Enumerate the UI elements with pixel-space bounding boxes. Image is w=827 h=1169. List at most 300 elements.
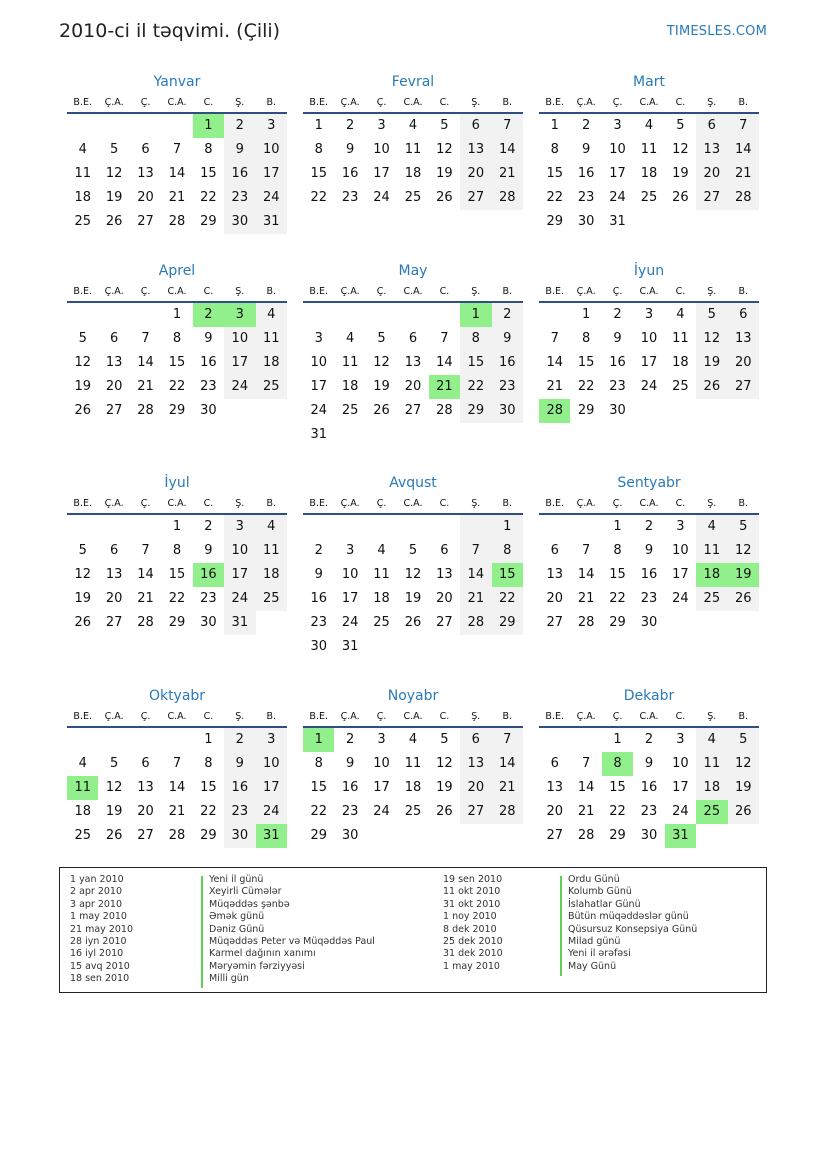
month-name: Dekabr: [623, 688, 675, 704]
day-cell: 19: [373, 379, 390, 394]
day-cell: 12: [404, 567, 422, 582]
day-cell: 7: [440, 331, 449, 346]
legend-name: Yeni il ərəfəsi: [568, 948, 631, 960]
day-cell: 12: [105, 780, 123, 795]
day-cell: 28: [577, 615, 595, 630]
day-cell: 9: [644, 756, 654, 771]
day-cell: 6: [440, 543, 449, 558]
day-cell: 20: [460, 162, 491, 186]
legend-name: Müqəddəs şənbə: [209, 898, 290, 910]
day-cell: 13: [404, 355, 422, 370]
day-cell: 19: [404, 591, 422, 606]
day-cell: 8: [581, 331, 591, 346]
day-cell: 6: [109, 543, 119, 558]
weekday-label: Ç.: [612, 286, 623, 297]
day-cell: 27: [105, 403, 123, 418]
day-cell: 13: [105, 567, 123, 582]
weekday-label: B.E.: [309, 97, 328, 108]
month-name: Noyabr: [387, 688, 439, 704]
day-grid: [67, 303, 287, 423]
day-cell: 17: [256, 776, 287, 800]
day-cell: 24: [672, 804, 689, 819]
empty-cell: [539, 515, 570, 539]
day-cell: 16: [341, 780, 359, 795]
day-cell: 30: [341, 828, 359, 843]
weekday-label: Ş.: [235, 711, 245, 722]
legend-date: 31 dek 2010: [443, 948, 503, 960]
day-cell: 27: [546, 615, 563, 630]
day-cell: 2: [613, 307, 622, 322]
day-cell: 13: [696, 138, 727, 162]
weekday-label: C.A.: [639, 97, 659, 108]
month-name: May: [398, 263, 428, 279]
weekday-label: Ş.: [235, 97, 245, 108]
empty-cell: [303, 303, 334, 327]
day-cell: 24: [310, 403, 327, 418]
weekday-label: Ş.: [235, 286, 245, 297]
day-cell: 25: [256, 375, 287, 399]
page-title: 2010-ci il təqvimi. (Çili): [59, 20, 281, 42]
empty-cell: [366, 303, 397, 327]
day-cell: 5: [440, 732, 449, 747]
day-cell: 8: [550, 142, 559, 157]
day-cell: 18: [696, 776, 727, 800]
day-cell: 9: [613, 331, 622, 346]
day-cell: 12: [105, 166, 123, 181]
weekday-label: Ş.: [471, 498, 481, 509]
holiday-day-cell: 3: [224, 303, 255, 327]
day-cell: 27: [728, 375, 759, 399]
day-cell: 17: [672, 780, 689, 795]
day-cell: 15: [200, 166, 217, 181]
day-cell: 16: [609, 355, 626, 370]
day-cell: 28: [492, 186, 523, 210]
day-cell: 17: [609, 166, 626, 181]
day-cell: 21: [460, 587, 491, 611]
day-cell: 1: [172, 307, 182, 322]
day-cell: 16: [577, 166, 595, 181]
day-cell: 20: [460, 776, 491, 800]
legend-name: Qüsursuz Konsepsiya Günü: [568, 923, 698, 935]
day-cell: 6: [550, 756, 559, 771]
day-cell: 6: [460, 114, 491, 138]
weekday-label: Ç.A.: [576, 97, 596, 108]
day-cell: 23: [609, 379, 626, 394]
day-cell: 1: [172, 519, 182, 534]
weekday-header: [67, 94, 287, 114]
day-cell: 19: [74, 379, 91, 394]
day-cell: 16: [200, 355, 217, 370]
day-cell: 6: [460, 728, 491, 752]
day-cell: 17: [373, 780, 390, 795]
weekday-header: [539, 283, 759, 303]
month-name: İyul: [164, 475, 190, 491]
legend-name: Karmel dağının xanımı: [209, 948, 316, 960]
day-cell: 14: [728, 138, 759, 162]
empty-cell: [161, 114, 192, 138]
day-cell: 21: [546, 379, 563, 394]
day-cell: 6: [408, 331, 418, 346]
day-cell: 21: [577, 591, 595, 606]
day-cell: 25: [404, 804, 422, 819]
month-7: [303, 473, 523, 659]
day-cell: 15: [310, 780, 327, 795]
day-cell: 25: [672, 379, 689, 394]
day-cell: 20: [105, 591, 123, 606]
day-cell: 3: [644, 307, 654, 322]
month-1: [303, 72, 523, 210]
weekday-label: Ç.: [376, 711, 387, 722]
day-cell: 6: [109, 331, 119, 346]
month-name: Mart: [633, 74, 665, 90]
day-cell: 24: [640, 379, 658, 394]
day-cell: 23: [341, 804, 359, 819]
weekday-label: Ş.: [235, 498, 245, 509]
day-cell: 6: [141, 142, 150, 157]
day-cell: 4: [78, 756, 87, 771]
day-cell: 2: [204, 519, 213, 534]
day-cell: 23: [224, 800, 255, 824]
day-cell: 15: [168, 355, 186, 370]
empty-cell: [570, 515, 601, 539]
day-cell: 25: [640, 190, 658, 205]
day-cell: 13: [105, 355, 123, 370]
legend-date: 25 dek 2010: [443, 935, 503, 947]
day-cell: 1: [613, 519, 622, 534]
legend-date: 2 apr 2010: [70, 886, 123, 898]
day-cell: 20: [546, 591, 563, 606]
weekday-label: Ç.: [612, 711, 623, 722]
day-cell: 5: [377, 331, 386, 346]
legend-name: Yeni il günü: [209, 874, 264, 885]
day-cell: 2: [644, 519, 654, 534]
day-cell: 28: [460, 611, 491, 635]
empty-cell: [67, 728, 98, 752]
day-cell: 29: [200, 828, 217, 843]
day-grid: [303, 114, 523, 210]
day-cell: 26: [728, 800, 759, 824]
day-cell: 30: [310, 639, 327, 654]
day-cell: 27: [696, 186, 727, 210]
day-cell: 30: [224, 824, 255, 848]
day-cell: 25: [373, 615, 390, 630]
day-cell: 14: [168, 780, 186, 795]
day-cell: 11: [404, 142, 422, 157]
day-cell: 30: [200, 403, 217, 418]
day-cell: 2: [345, 118, 355, 133]
day-cell: 25: [74, 828, 91, 843]
weekday-label: C.: [439, 286, 450, 297]
month-2: [539, 72, 759, 234]
day-cell: 3: [377, 118, 386, 133]
day-cell: 17: [341, 591, 359, 606]
day-grid: [303, 303, 523, 447]
day-cell: 20: [436, 591, 453, 606]
day-cell: 29: [310, 828, 327, 843]
legend-name: İslahatlar Günü: [568, 898, 641, 910]
day-cell: 2: [492, 303, 523, 327]
day-cell: 5: [109, 142, 119, 157]
day-cell: 25: [696, 587, 727, 611]
day-cell: 22: [577, 379, 595, 394]
day-cell: 11: [74, 166, 91, 181]
empty-cell: [334, 303, 365, 327]
empty-cell: [429, 303, 460, 327]
day-cell: 10: [224, 327, 255, 351]
day-cell: 29: [609, 615, 626, 630]
day-cell: 2: [224, 114, 255, 138]
day-cell: 16: [640, 780, 658, 795]
day-cell: 5: [78, 543, 87, 558]
day-cell: 17: [310, 379, 327, 394]
weekday-label: B.: [266, 286, 277, 297]
legend-date: 31 okt 2010: [443, 898, 501, 910]
legend-date: 8 dek 2010: [443, 923, 497, 935]
day-cell: 10: [609, 142, 626, 157]
legend-left-names: [209, 874, 375, 986]
day-cell: 18: [672, 355, 689, 370]
day-cell: 10: [256, 138, 287, 162]
day-cell: 12: [696, 327, 727, 351]
empty-cell: [334, 515, 365, 539]
legend-divider: [560, 876, 562, 976]
day-cell: 26: [436, 804, 453, 819]
empty-cell: [130, 515, 161, 539]
weekday-label: C.: [675, 498, 686, 509]
weekday-label: B.: [502, 97, 513, 108]
weekday-label: C.A.: [167, 97, 187, 108]
legend-right-dates: [443, 874, 503, 973]
day-cell: 13: [460, 752, 491, 776]
holiday-day-cell: 18: [696, 563, 727, 587]
empty-cell: [98, 114, 129, 138]
weekday-label: Ç.A.: [104, 498, 124, 509]
weekday-label: Ç.: [140, 97, 151, 108]
day-cell: 24: [224, 375, 255, 399]
day-cell: 4: [676, 307, 685, 322]
day-cell: 12: [728, 752, 759, 776]
legend-date: 1 may 2010: [70, 911, 127, 923]
month-name: Sentyabr: [617, 475, 681, 491]
empty-cell: [98, 515, 129, 539]
day-cell: 18: [373, 591, 390, 606]
day-cell: 17: [224, 563, 255, 587]
day-cell: 12: [74, 355, 91, 370]
legend-date: 1 yan 2010: [70, 874, 124, 885]
empty-cell: [460, 515, 491, 539]
day-cell: 7: [492, 114, 523, 138]
day-cell: 28: [168, 214, 186, 229]
weekday-label: C.A.: [403, 286, 423, 297]
day-cell: 16: [640, 567, 658, 582]
month-8: [539, 473, 759, 635]
day-cell: 16: [224, 776, 255, 800]
day-cell: 6: [550, 543, 559, 558]
day-cell: 16: [310, 591, 327, 606]
day-cell: 14: [168, 166, 186, 181]
weekday-label: B.E.: [545, 97, 564, 108]
day-cell: 4: [345, 331, 355, 346]
day-cell: 8: [204, 142, 213, 157]
day-cell: 8: [172, 543, 182, 558]
day-cell: 20: [696, 162, 727, 186]
day-cell: 24: [373, 804, 390, 819]
day-cell: 4: [644, 118, 654, 133]
empty-cell: [429, 515, 460, 539]
day-cell: 22: [609, 591, 626, 606]
day-cell: 10: [672, 543, 689, 558]
legend-name: Bütün müqəddəslər günü: [568, 911, 689, 923]
weekday-label: B.E.: [309, 286, 328, 297]
weekday-label: Ç.A.: [576, 286, 596, 297]
day-cell: 13: [436, 567, 453, 582]
empty-cell: [130, 303, 161, 327]
day-cell: 21: [577, 804, 595, 819]
holiday-day-cell: 11: [67, 776, 98, 800]
day-cell: 10: [373, 142, 390, 157]
day-cell: 15: [609, 780, 626, 795]
weekday-label: Ç.A.: [104, 711, 124, 722]
day-cell: 23: [640, 591, 658, 606]
holiday-day-cell: 21: [429, 375, 460, 399]
day-cell: 15: [577, 355, 595, 370]
day-cell: 8: [613, 543, 622, 558]
day-cell: 17: [373, 166, 390, 181]
day-cell: 7: [141, 543, 150, 558]
day-cell: 28: [728, 186, 759, 210]
day-cell: 14: [577, 567, 595, 582]
legend-date: 21 may 2010: [70, 923, 134, 935]
day-cell: 14: [460, 563, 491, 587]
day-cell: 25: [74, 214, 91, 229]
holiday-day-cell: 15: [492, 563, 523, 587]
day-cell: 28: [436, 403, 453, 418]
weekday-label: Ş.: [707, 286, 717, 297]
day-cell: 27: [546, 828, 563, 843]
day-cell: 12: [728, 539, 759, 563]
weekday-label: Ç.A.: [340, 97, 360, 108]
day-cell: 5: [728, 728, 759, 752]
legend-name: Milli gün: [209, 973, 249, 985]
day-cell: 29: [609, 828, 626, 843]
day-cell: 22: [168, 379, 186, 394]
day-cell: 13: [137, 166, 154, 181]
legend-date: 28 iyn 2010: [70, 935, 127, 947]
legend-date: 18 sen 2010: [70, 973, 130, 985]
day-cell: 27: [137, 828, 154, 843]
day-cell: 31: [224, 611, 255, 635]
day-grid: [67, 728, 287, 848]
day-cell: 8: [460, 327, 491, 351]
legend-date: 16 iyl 2010: [70, 948, 124, 960]
day-cell: 5: [696, 303, 727, 327]
day-cell: 27: [137, 214, 154, 229]
day-cell: 26: [74, 615, 91, 630]
day-cell: 18: [256, 563, 287, 587]
day-cell: 29: [168, 403, 186, 418]
day-cell: 13: [546, 567, 563, 582]
day-cell: 5: [676, 118, 685, 133]
day-cell: 25: [404, 190, 422, 205]
weekday-label: B.E.: [545, 711, 564, 722]
day-cell: 5: [728, 515, 759, 539]
day-cell: 23: [492, 375, 523, 399]
weekday-label: C.A.: [167, 498, 187, 509]
day-cell: 22: [200, 190, 217, 205]
day-cell: 22: [168, 591, 186, 606]
legend-name: Ordu Günü: [568, 874, 620, 885]
day-grid: [539, 515, 759, 635]
day-cell: 21: [492, 162, 523, 186]
day-cell: 27: [436, 615, 453, 630]
day-cell: 17: [672, 567, 689, 582]
month-name: İyun: [633, 263, 665, 279]
day-cell: 31: [609, 214, 626, 229]
day-cell: 29: [546, 214, 563, 229]
day-cell: 12: [436, 756, 453, 771]
month-name: Aprel: [158, 263, 196, 279]
month-11: [539, 686, 759, 848]
month-6: [67, 473, 287, 635]
day-cell: 10: [341, 567, 359, 582]
legend-name: Müqəddəs Peter və Müqəddəs Paul: [209, 935, 375, 947]
day-cell: 19: [436, 780, 453, 795]
day-grid: [67, 114, 287, 234]
weekday-label: Ç.A.: [340, 498, 360, 509]
empty-cell: [130, 728, 161, 752]
day-cell: 15: [310, 166, 327, 181]
day-cell: 20: [728, 351, 759, 375]
day-cell: 14: [137, 355, 154, 370]
day-cell: 26: [74, 403, 91, 418]
day-cell: 9: [204, 543, 213, 558]
month-0: [67, 72, 287, 234]
day-cell: 26: [672, 190, 689, 205]
legend-date: 3 apr 2010: [70, 898, 123, 910]
weekday-label: C.: [203, 286, 214, 297]
day-cell: 20: [105, 379, 123, 394]
day-cell: 11: [672, 331, 689, 346]
day-cell: 21: [492, 776, 523, 800]
weekday-label: Ç.A.: [104, 286, 124, 297]
day-cell: 28: [168, 828, 186, 843]
weekday-label: Ç.: [612, 498, 623, 509]
holiday-day-cell: 8: [602, 752, 633, 776]
day-cell: 4: [696, 728, 727, 752]
legend-name: Milad günü: [568, 935, 621, 947]
month-4: [303, 261, 523, 447]
day-grid: [539, 114, 759, 234]
day-cell: 9: [204, 331, 213, 346]
empty-cell: [397, 515, 428, 539]
legend-date: 1 may 2010: [443, 960, 500, 972]
day-cell: 2: [644, 732, 654, 747]
day-cell: 27: [460, 186, 491, 210]
weekday-label: B.E.: [73, 711, 92, 722]
weekday-label: B.: [738, 498, 749, 509]
day-cell: 13: [728, 327, 759, 351]
brand-link[interactable]: TIMESLES.COM: [666, 24, 767, 39]
holiday-day-cell: 28: [539, 399, 570, 423]
day-cell: 29: [168, 615, 186, 630]
weekday-label: B.: [738, 711, 749, 722]
weekday-label: Ç.: [376, 97, 387, 108]
day-cell: 15: [168, 567, 186, 582]
day-cell: 20: [137, 804, 154, 819]
weekday-label: Ş.: [471, 286, 481, 297]
day-cell: 14: [137, 567, 154, 582]
legend-name: Məryəmin fərziyyəsi: [209, 960, 305, 972]
